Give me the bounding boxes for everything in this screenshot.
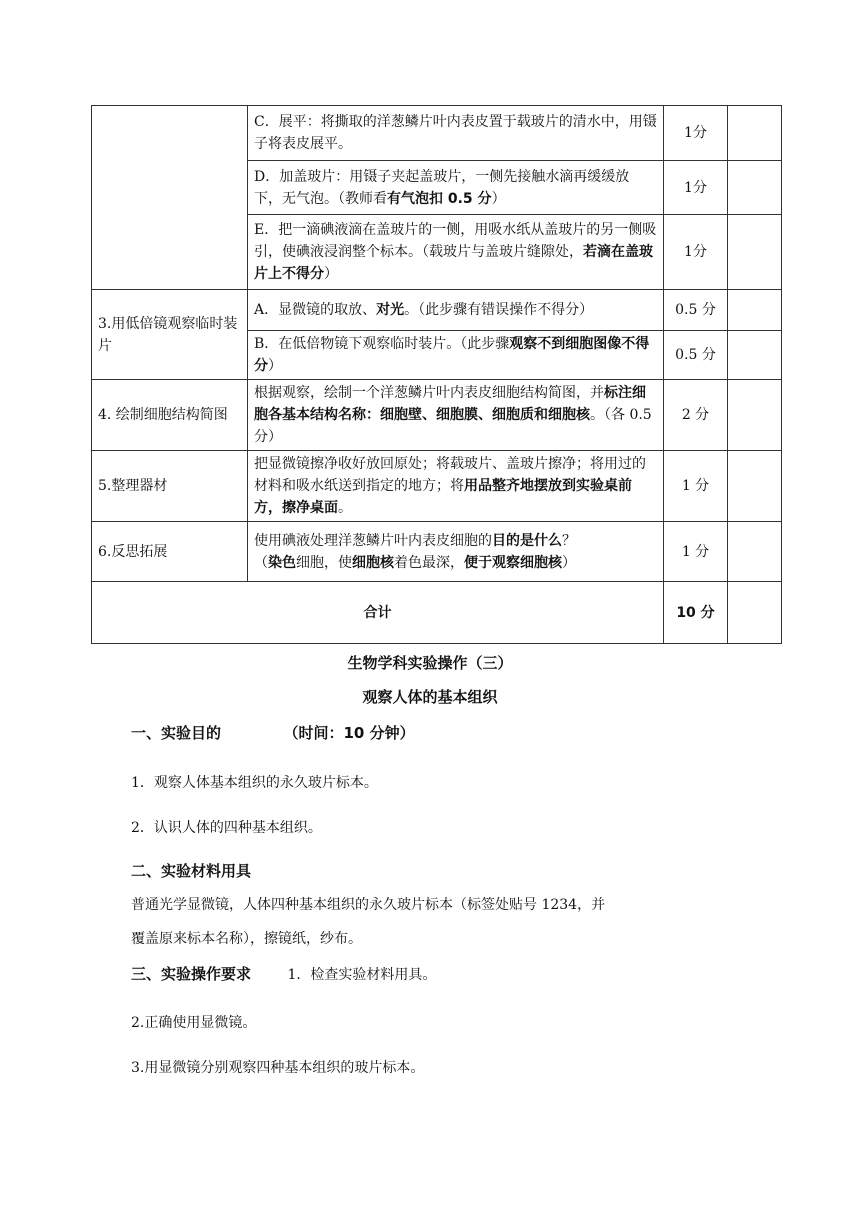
- score-cell: [728, 522, 782, 582]
- step-cell: 3.用低倍镜观察临时装片: [92, 290, 248, 380]
- points-cell: 2 分: [664, 380, 728, 451]
- section-heading: 二、实验材料用具: [131, 862, 252, 880]
- content-cell: B．在低倍物镜下观察临时装片。（此步骤观察不到细胞图像不得分）: [248, 331, 664, 380]
- time-note: （时间：10 分钟）: [283, 724, 415, 742]
- table-row: [92, 380, 782, 451]
- table-row: [92, 522, 782, 582]
- score-cell: [728, 582, 782, 644]
- table-row: [92, 106, 782, 161]
- content-cell: 根据观察，绘制一个洋葱鳞片叶内表皮细胞结构简图，并标注细胞各基本结构名称：细胞壁、细胞膜、细胞质和细胞核。（各 0.5 分）: [248, 380, 664, 451]
- total-points: 10 分: [664, 582, 728, 644]
- points-cell: 1分: [664, 215, 728, 290]
- content-cell: A．显微镜的取放、对光。（此步骤有错误操作不得分）: [248, 290, 664, 331]
- content-cell: D．加盖玻片：用镊子夹起盖玻片，一侧先接触水滴再缓缓放下，无气泡。（教师看有气泡扣 0.5 分）: [248, 161, 664, 215]
- purpose-item: 2．认识人体的四种基本组织。: [131, 820, 322, 836]
- score-cell: [728, 380, 782, 451]
- content-cell: 使用碘液处理洋葱鳞片叶内表皮细胞的目的是什么？ （染色细胞，使细胞核着色最深，便于观察细胞核）: [248, 522, 664, 582]
- score-cell: [728, 331, 782, 380]
- points-cell: 1分: [664, 161, 728, 215]
- score-cell: [728, 451, 782, 522]
- total-label: 合计: [92, 582, 664, 644]
- section-heading: 三、实验操作要求: [131, 965, 252, 983]
- content-cell: E．把一滴碘液滴在盖玻片的一侧，用吸水纸从盖玻片的另一侧吸引，使碘液浸润整个标本。（载玻片与盖玻片缝隙处，若滴在盖玻片上不得分）: [248, 215, 664, 290]
- page-subtitle: 观察人体的基本组织: [362, 688, 498, 706]
- step-cell: 4. 绘制细胞结构简图: [92, 380, 248, 451]
- total-row: [92, 582, 782, 644]
- score-cell: [728, 106, 782, 161]
- table-row: [92, 451, 782, 522]
- points-cell: 1 分: [664, 451, 728, 522]
- scoring-table: [91, 105, 782, 644]
- section-purpose: [131, 722, 415, 743]
- content-cell: 把显微镜擦净收好放回原处；将载玻片、盖玻片擦净；将用过的材料和吸水纸送到指定的地方；将用品整齐地摆放到实验桌前方，擦净桌面。: [248, 451, 664, 522]
- materials-line: 普通光学显微镜，人体四种基本组织的永久玻片标本（标签处贴号 1234，并: [131, 897, 606, 913]
- step-cell: 5.整理器材: [92, 451, 248, 522]
- step-cell: [92, 106, 248, 290]
- requirement-item: 2.正确使用显微镜。: [131, 1015, 257, 1031]
- step-cell: 6.反思拓展: [92, 522, 248, 582]
- section-requirements: [131, 963, 436, 984]
- materials-line: 覆盖原来标本名称），擦镜纸，纱布。: [131, 931, 362, 947]
- requirement-item: 3.用显微镜分别观察四种基本组织的玻片标本。: [131, 1060, 425, 1076]
- points-cell: 1 分: [664, 522, 728, 582]
- purpose-item: 1．观察人体基本组织的永久玻片标本。: [131, 775, 378, 791]
- score-cell: [728, 290, 782, 331]
- points-cell: 1分: [664, 106, 728, 161]
- points-cell: 0.5 分: [664, 331, 728, 380]
- page-title: 生物学科实验操作（三）: [347, 654, 513, 672]
- table-row: [92, 290, 782, 331]
- requirement-item: 1．检查实验材料用具。: [287, 967, 437, 983]
- content-cell: C．展平：将撕取的洋葱鳞片叶内表皮置于载玻片的清水中，用镊子将表皮展平。: [248, 106, 664, 161]
- points-cell: 0.5 分: [664, 290, 728, 331]
- section-heading: 一、实验目的: [131, 724, 222, 742]
- score-cell: [728, 161, 782, 215]
- score-cell: [728, 215, 782, 290]
